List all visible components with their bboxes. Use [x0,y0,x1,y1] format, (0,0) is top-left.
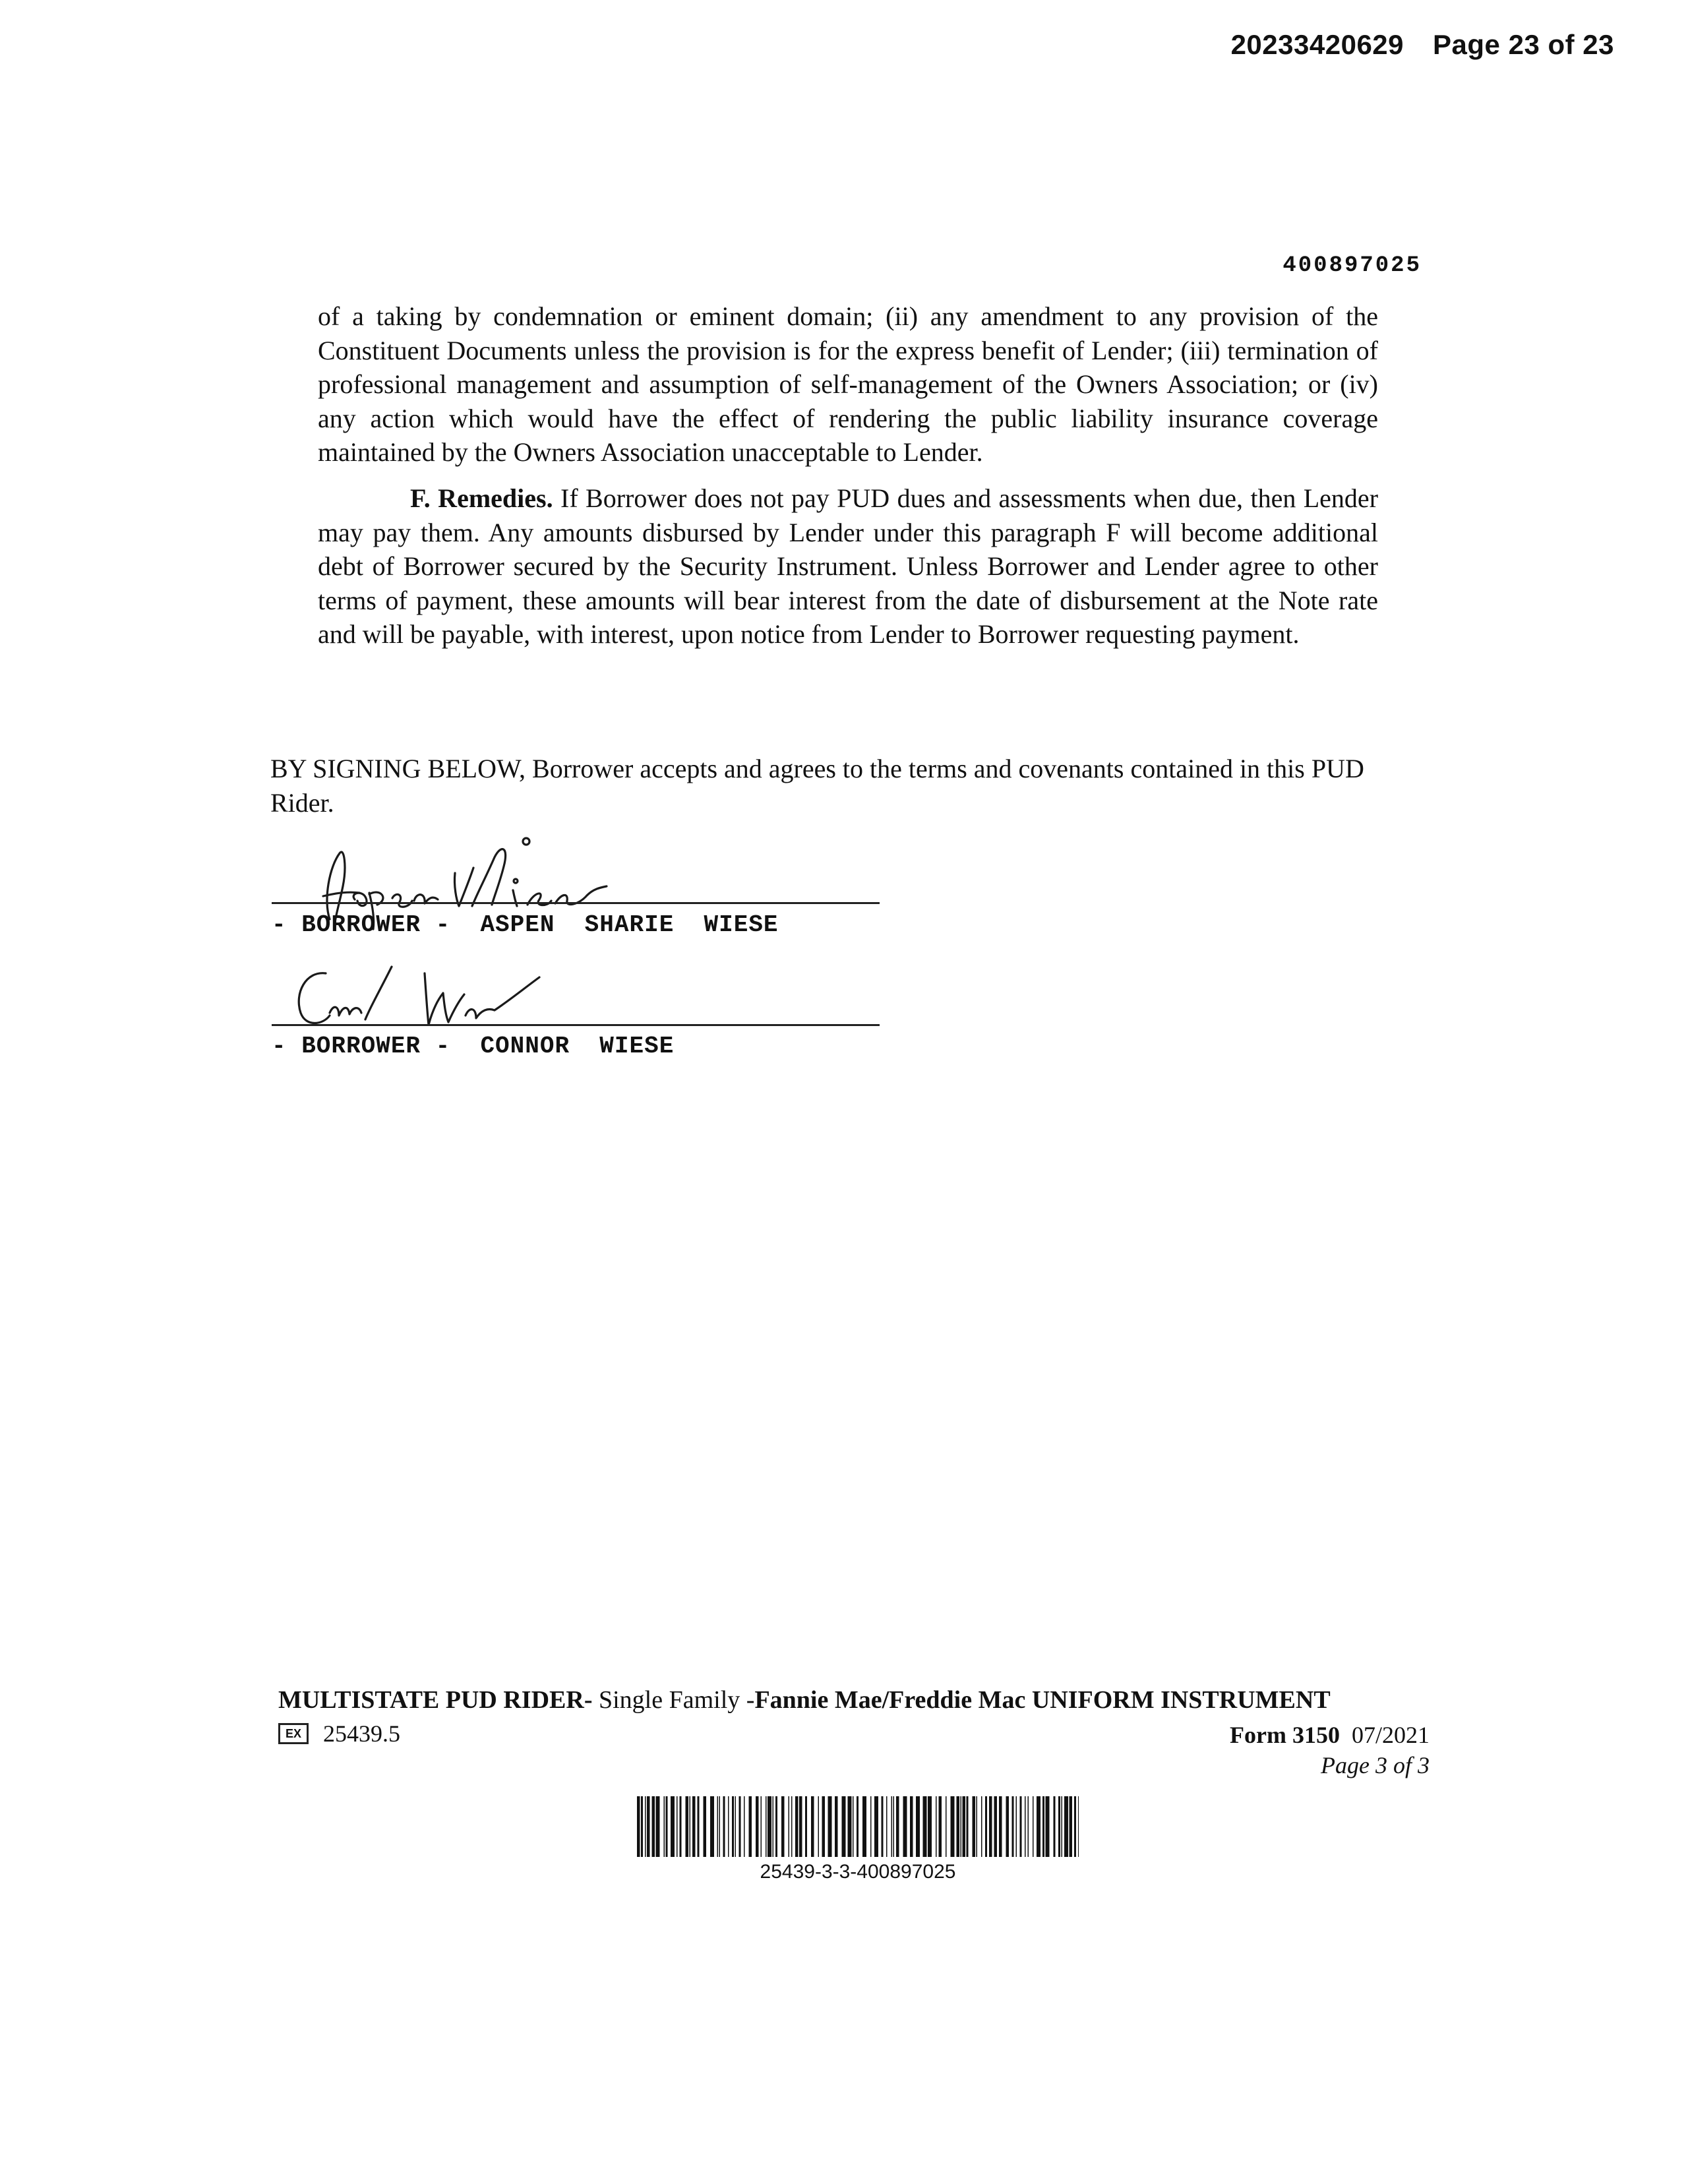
barcode-bar [789,1796,790,1857]
barcode-bar [910,1796,913,1857]
paragraph-continuation: of a taking by condemnation or eminent domain; (ii) any amendment to any provision of the Constituent Documents unless the provision is for the express benefit of Lender; (iii) termination of professional management and assumption of self-management of the Owners Association; or (iv) any action which would have the effect of rendering the public liability insurance coverage maintained by the Owners Association unacceptable to Lender. [318,301,1378,467]
barcode-bar [768,1796,771,1857]
instrument-number: 20233420629 [1230,29,1404,60]
barcode-bar [994,1796,998,1857]
barcode-bar [1012,1796,1014,1857]
signature-connor-wiese [286,947,563,1033]
barcode-bar [981,1796,982,1857]
footer-form-info [1230,1720,1430,1780]
barcode-bar [842,1796,846,1857]
barcode-bar [946,1796,947,1857]
ex-logo-icon: EX [278,1723,309,1744]
barcode-text: 25439-3-3-400897025 [760,1861,956,1883]
barcode-bar [893,1796,895,1857]
barcode-bar [928,1796,932,1857]
barcode-bar [857,1796,859,1857]
barcode-bar [647,1796,650,1857]
barcode-bar [795,1796,799,1857]
barcode-bar [1058,1796,1060,1857]
barcode-bar [903,1796,907,1857]
loan-number: 400897025 [1282,253,1422,278]
barcode-bar [781,1796,785,1857]
barcode-bar [791,1796,793,1857]
barcode-bar [761,1796,762,1857]
barcode-bar [936,1796,937,1857]
doc-code: 25439.5 [323,1720,400,1747]
barcode-bar [870,1796,872,1857]
barcode-bar [773,1796,774,1857]
footer-title-part2: Single Family - [592,1686,755,1714]
barcode-bar [1025,1796,1026,1857]
barcode-bar [799,1796,802,1857]
barcode-bar [744,1796,745,1857]
barcode-bar [723,1796,725,1857]
barcode-bar [641,1796,643,1857]
barcode-bar [1016,1796,1017,1857]
barcode-bar [973,1796,976,1857]
barcode-bar [961,1796,962,1857]
form-date: 07/2021 [1351,1722,1430,1748]
barcode-bar [652,1796,655,1857]
barcode-bar [656,1796,660,1857]
barcode-bar [1033,1796,1034,1857]
barcode-bar [637,1796,640,1857]
borrower-label-1: - BORROWER - ASPEN SHARIE WIESE [272,911,779,938]
barcode-bar [916,1796,920,1857]
barcode-bar [756,1796,759,1857]
barcode-bar [1074,1796,1076,1857]
barcode-bar [999,1796,1002,1857]
barcode-bar [977,1796,978,1857]
barcode-bar [848,1796,852,1857]
barcode-bar [818,1796,820,1857]
barcode-bar [939,1796,942,1857]
barcode-bar [805,1796,807,1857]
barcode-bar [963,1796,966,1857]
barcode-bar [853,1796,854,1857]
barcode-bar [951,1796,955,1857]
barcode-bar [645,1796,646,1857]
barcode-bar [1054,1796,1056,1857]
barcode-bar [923,1796,927,1857]
form-number: Form 3150 [1230,1722,1340,1748]
barcode-bar [896,1796,899,1857]
footer-doc-code [278,1720,400,1747]
barcode-bar [1070,1796,1073,1857]
barcode-bar [671,1796,675,1857]
signature-line-1 [272,902,880,904]
barcode-bar [1062,1796,1063,1857]
barcode-bar [957,1796,960,1857]
barcode-bar [828,1796,832,1857]
barcode-bar [1064,1796,1068,1857]
footer-title-part3: Fannie Mae/Freddie Mac UNIFORM INSTRUMENT [754,1686,1331,1714]
barcode-bar [677,1796,678,1857]
barcode-bar [666,1796,668,1857]
barcode-bar [1078,1796,1079,1857]
barcode-bar [719,1796,721,1857]
barcode-bar [1042,1796,1044,1857]
barcode-bar [891,1796,893,1857]
barcode-bar [1037,1796,1040,1857]
barcode-bar [874,1796,878,1857]
barcode-bar [690,1796,691,1857]
barcode-bar [710,1796,714,1857]
barcode-bar [835,1796,838,1857]
barcode-bar [732,1796,734,1857]
barcode-bar [739,1796,741,1857]
barcode-bar [985,1796,987,1857]
barcode-bar [775,1796,777,1857]
barcode-bar [766,1796,767,1857]
barcode-bar [882,1796,884,1857]
barcode-bar [862,1796,866,1857]
barcode [637,1796,1079,1857]
remedies-heading: F. Remedies. [410,483,553,513]
recording-page-label: Page 23 of 23 [1433,29,1614,60]
barcode-bar [698,1796,700,1857]
barcode-bar [704,1796,707,1857]
paragraph-remedies [318,481,1378,652]
barcode-bar [686,1796,689,1857]
barcode-bar [1006,1796,1010,1857]
barcode-bar [664,1796,665,1857]
barcode-bar [822,1796,826,1857]
barcode-bar [749,1796,752,1857]
remedies-text: If Borrower does not pay PUD dues and assessments when due, then Lender may pay them. Any amounts disbursed by Lender under this paragraph F will become additional debt of Borrower secured by the Security Instrument. Unless Borrower and Lender agree to other terms of payment, these amounts will bear interest from the date of disbursement at the Note rate and will be payable, with interest, upon notice from Lender to Borrower requesting payment. [318,483,1379,649]
form-page-of: Page 3 of 3 [1321,1752,1430,1778]
barcode-bar [989,1796,992,1857]
footer-form-title [278,1685,1331,1714]
barcode-bar [680,1796,682,1857]
barcode-bar [728,1796,729,1857]
signing-statement: BY SIGNING BELOW, Borrower accepts and agrees to the terms and covenants contained in this PUD Rider. [270,754,1364,818]
barcode-bar [1028,1796,1029,1857]
barcode-bar [1020,1796,1022,1857]
recording-header [1231,29,1614,61]
signature-line-2 [272,1024,880,1026]
borrower-label-2: - BORROWER - CONNOR WIESE [272,1033,675,1060]
barcode-bar [811,1796,814,1857]
barcode-bar [886,1796,888,1857]
barcode-bar [692,1796,696,1857]
barcode-bar [967,1796,969,1857]
barcode-bar [1046,1796,1050,1857]
barcode-bar [717,1796,719,1857]
barcode-bar [735,1796,737,1857]
footer-title-part1: MULTISTATE PUD RIDER- [278,1686,593,1714]
